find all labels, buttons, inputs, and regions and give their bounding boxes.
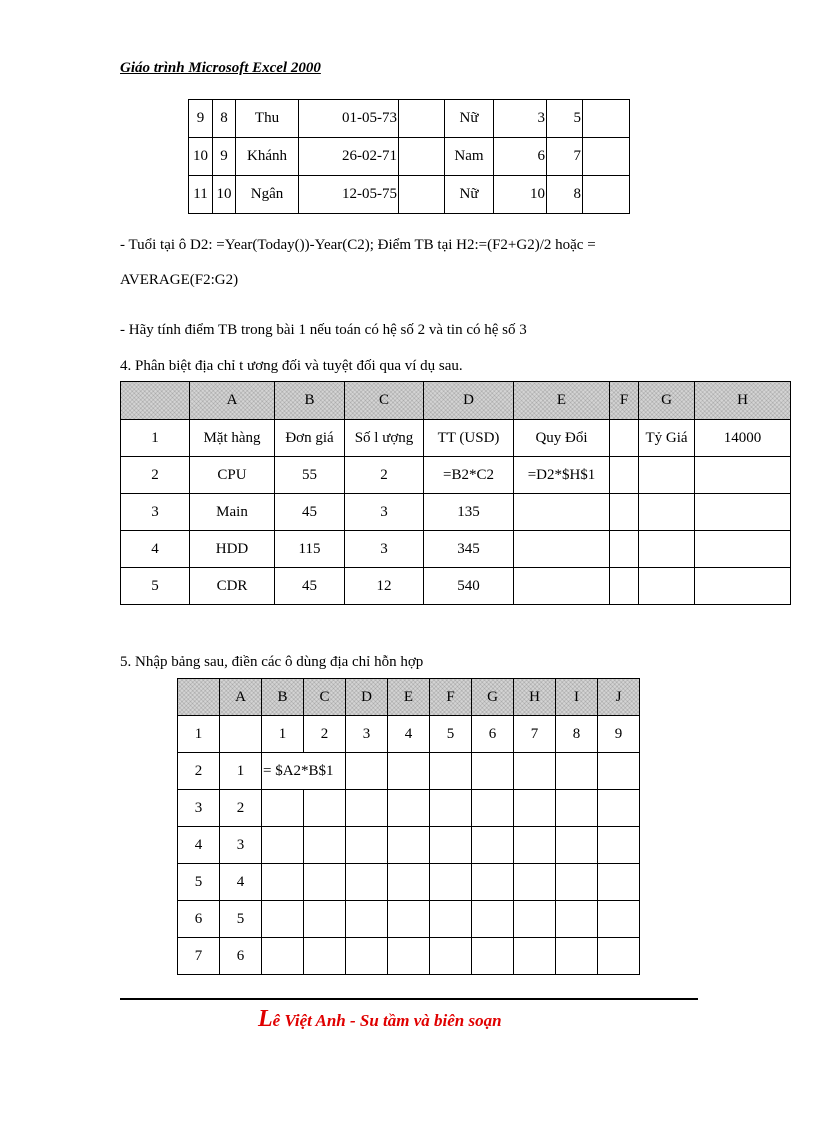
table-cell: [514, 568, 610, 605]
column-header: C: [304, 679, 346, 716]
column-header: A: [190, 382, 275, 420]
table-cell: [610, 420, 639, 457]
table-cell: [262, 827, 304, 864]
table-cell: [430, 753, 472, 790]
table-cell: [556, 938, 598, 975]
column-header: I: [556, 679, 598, 716]
note-formula-line-continued: AVERAGE(F2:G2): [120, 272, 239, 288]
table-cell: [388, 827, 430, 864]
table-cell: 7: [514, 716, 556, 753]
column-header: H: [514, 679, 556, 716]
table-cell: [514, 901, 556, 938]
table-cell: [583, 176, 630, 214]
table-cell: 55: [275, 457, 345, 494]
table-cell: 1: [220, 753, 262, 790]
footer-credit-initial: L: [258, 1006, 273, 1032]
table-cell: [346, 938, 388, 975]
section-5-heading: 5. Nhập bảng sau, điền các ô dùng địa chỉ hỗn hợp: [120, 654, 424, 670]
table-cell: Quy Đổi: [514, 420, 610, 457]
table-cell: [399, 176, 445, 214]
table-cell: [556, 901, 598, 938]
table-cell: [304, 827, 346, 864]
column-header-row: [121, 382, 791, 420]
column-header: [121, 382, 190, 420]
table-cell: 345: [424, 531, 514, 568]
column-header: J: [598, 679, 640, 716]
table-cell: 3: [345, 494, 424, 531]
table-cell: [430, 864, 472, 901]
table-row: [178, 753, 640, 790]
table-cell: [472, 864, 514, 901]
table-cell: 4: [220, 864, 262, 901]
table-cell: Nữ: [445, 176, 494, 214]
table-cell: [472, 901, 514, 938]
table-row: [178, 938, 640, 975]
table-cell: 6: [472, 716, 514, 753]
table-cell: 5: [220, 901, 262, 938]
table-cell: 6: [220, 938, 262, 975]
table-cell: 8: [213, 100, 236, 138]
table-cell: 3: [346, 716, 388, 753]
table-cell: [556, 753, 598, 790]
note-formula-line: - Tuổi tại ô D2: =Year(Today())-Year(C2); Điểm TB tại H2:=(F2+G2)/2 hoặc =: [120, 237, 596, 253]
table-cell: 1: [262, 716, 304, 753]
column-header: E: [514, 382, 610, 420]
table-cell: 12-05-75: [299, 176, 399, 214]
row-header: 3: [121, 494, 190, 531]
row-header: 5: [121, 568, 190, 605]
table-cell: HDD: [190, 531, 275, 568]
address-example-table: [120, 381, 791, 605]
footer-divider: [120, 998, 698, 1000]
table-cell: 5: [547, 100, 583, 138]
table-cell: [598, 938, 640, 975]
table-cell: Đơn giá: [275, 420, 345, 457]
table-cell: 540: [424, 568, 514, 605]
column-header: [178, 679, 220, 716]
table-cell: [430, 901, 472, 938]
table-cell: 115: [275, 531, 345, 568]
footer-credit-text: ê Việt Anh - Su tầm và biên soạn: [272, 1011, 502, 1030]
table-cell: [556, 827, 598, 864]
table-cell: CPU: [190, 457, 275, 494]
column-header-row: [178, 679, 640, 716]
table-cell: =D2*$H$1: [514, 457, 610, 494]
table-cell: 45: [275, 568, 345, 605]
table-cell: Số l ượng: [345, 420, 424, 457]
table-cell: [399, 100, 445, 138]
table-cell: 8: [556, 716, 598, 753]
column-header: D: [424, 382, 514, 420]
table-row: [189, 176, 630, 214]
table-row: [178, 901, 640, 938]
table-cell: [430, 790, 472, 827]
table-cell: CDR: [190, 568, 275, 605]
table-row: [121, 420, 791, 457]
table-row: [178, 790, 640, 827]
table-cell: [514, 827, 556, 864]
table-row: [121, 457, 791, 494]
table-cell: 2: [345, 457, 424, 494]
table-cell: [639, 531, 695, 568]
page-header-title: Giáo trình Microsoft Excel 2000: [120, 60, 321, 76]
table-cell: 9: [189, 100, 213, 138]
table-cell: 6: [494, 138, 547, 176]
table-cell: 14000: [695, 420, 791, 457]
table-cell: [262, 901, 304, 938]
table-cell: [399, 138, 445, 176]
table-cell: 10: [189, 138, 213, 176]
table-cell: [583, 100, 630, 138]
table-cell: [610, 568, 639, 605]
table-cell: [598, 753, 640, 790]
table-cell: Nữ: [445, 100, 494, 138]
table-cell: Nam: [445, 138, 494, 176]
table-cell: [388, 938, 430, 975]
note-exercise-line: - Hãy tính điểm TB trong bài 1 nếu toán có hệ số 2 và tin có hệ số 3: [120, 322, 527, 338]
table-cell: 135: [424, 494, 514, 531]
table-cell: [472, 753, 514, 790]
formula-cell: = $A2*B$1: [262, 753, 346, 790]
row-header: 2: [121, 457, 190, 494]
table-cell: Thu: [236, 100, 299, 138]
table-cell: [598, 790, 640, 827]
table-cell: [639, 494, 695, 531]
row-header: 4: [178, 827, 220, 864]
table-cell: 2: [304, 716, 346, 753]
table-cell: [262, 938, 304, 975]
table-cell: 12: [345, 568, 424, 605]
column-header: H: [695, 382, 791, 420]
table-cell: [610, 531, 639, 568]
table-cell: 3: [494, 100, 547, 138]
table-cell: TT (USD): [424, 420, 514, 457]
table-cell: [514, 790, 556, 827]
table-cell: [556, 864, 598, 901]
table-cell: [388, 864, 430, 901]
column-header: A: [220, 679, 262, 716]
table-cell: [346, 901, 388, 938]
table-cell: [598, 827, 640, 864]
table-cell: [430, 827, 472, 864]
table-row: [121, 494, 791, 531]
row-header: 4: [121, 531, 190, 568]
table-cell: [388, 790, 430, 827]
table-cell: Khánh: [236, 138, 299, 176]
table-cell: [472, 827, 514, 864]
table-cell: [304, 938, 346, 975]
table-cell: 10: [213, 176, 236, 214]
column-header: C: [345, 382, 424, 420]
column-header: F: [430, 679, 472, 716]
table-row: [121, 531, 791, 568]
table-cell: 10: [494, 176, 547, 214]
table-cell: [346, 864, 388, 901]
table-cell: 11: [189, 176, 213, 214]
table-cell: 9: [213, 138, 236, 176]
table-cell: [346, 790, 388, 827]
table-cell: [695, 457, 791, 494]
row-header: 1: [121, 420, 190, 457]
table-row: [189, 100, 630, 138]
table-cell: [388, 753, 430, 790]
table-row: [189, 138, 630, 176]
table-row: [178, 864, 640, 901]
student-table: [188, 99, 630, 214]
table-cell: Tỷ Giá: [639, 420, 695, 457]
table-cell: 4: [388, 716, 430, 753]
table-cell: [514, 864, 556, 901]
table-cell: 7: [547, 138, 583, 176]
table-cell: [262, 864, 304, 901]
table-cell: [639, 457, 695, 494]
table-cell: [598, 864, 640, 901]
table-cell: [639, 568, 695, 605]
table-row: [178, 827, 640, 864]
table-row: [178, 716, 640, 753]
footer-credit: [258, 1006, 502, 1033]
table-cell: [472, 938, 514, 975]
table-cell: [514, 938, 556, 975]
table-cell: [514, 753, 556, 790]
table-cell: [220, 716, 262, 753]
row-header: 1: [178, 716, 220, 753]
table-cell: Mặt hàng: [190, 420, 275, 457]
table-cell: 9: [598, 716, 640, 753]
table-cell: 2: [220, 790, 262, 827]
table-cell: [472, 790, 514, 827]
table-cell: [346, 753, 388, 790]
column-header: B: [262, 679, 304, 716]
column-header: G: [472, 679, 514, 716]
table-cell: [430, 938, 472, 975]
row-header: 5: [178, 864, 220, 901]
table-cell: [695, 568, 791, 605]
table-cell: 3: [345, 531, 424, 568]
row-header: 7: [178, 938, 220, 975]
table-cell: 5: [430, 716, 472, 753]
table-cell: [304, 790, 346, 827]
table-cell: 45: [275, 494, 345, 531]
table-cell: [346, 827, 388, 864]
table-cell: [304, 901, 346, 938]
table-cell: Main: [190, 494, 275, 531]
table-cell: [695, 531, 791, 568]
row-header: 6: [178, 901, 220, 938]
table-cell: =B2*C2: [424, 457, 514, 494]
table-cell: [262, 790, 304, 827]
section-4-heading: 4. Phân biệt địa chỉ t ương đối và tuyệt đối qua ví dụ sau.: [120, 358, 463, 374]
row-header: 3: [178, 790, 220, 827]
column-header: B: [275, 382, 345, 420]
table-cell: [610, 457, 639, 494]
table-cell: [388, 901, 430, 938]
table-cell: [610, 494, 639, 531]
table-cell: [514, 494, 610, 531]
table-cell: [304, 864, 346, 901]
table-cell: 8: [547, 176, 583, 214]
table-row: [121, 568, 791, 605]
table-cell: 3: [220, 827, 262, 864]
table-cell: [556, 790, 598, 827]
table-cell: [695, 494, 791, 531]
row-header: 2: [178, 753, 220, 790]
table-cell: 01-05-73: [299, 100, 399, 138]
table-cell: [598, 901, 640, 938]
column-header: E: [388, 679, 430, 716]
column-header: D: [346, 679, 388, 716]
table-cell: Ngân: [236, 176, 299, 214]
mixed-address-table: [177, 678, 640, 975]
table-cell: [514, 531, 610, 568]
table-cell: 26-02-71: [299, 138, 399, 176]
column-header: G: [639, 382, 695, 420]
table-cell: [583, 138, 630, 176]
column-header: F: [610, 382, 639, 420]
